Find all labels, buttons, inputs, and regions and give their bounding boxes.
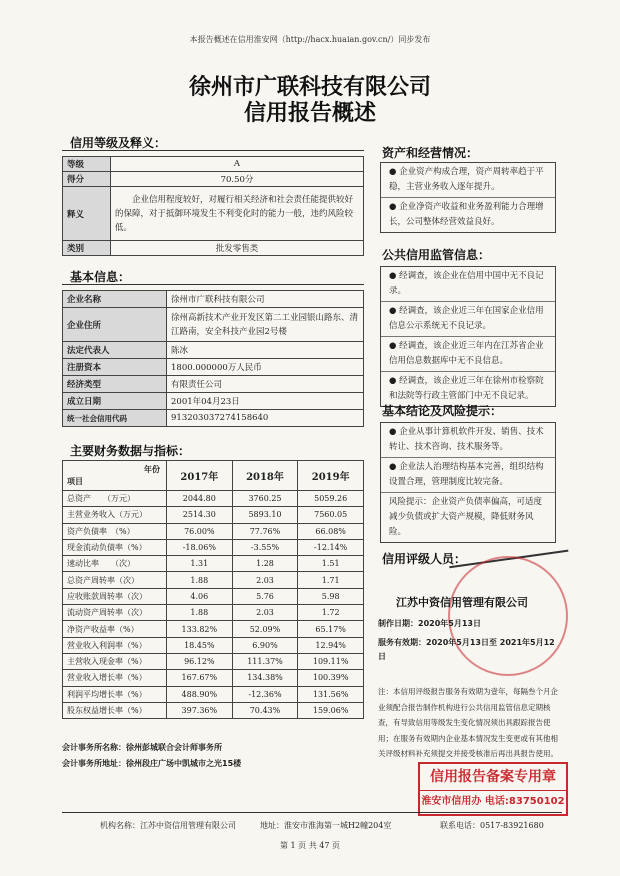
- finance-value: 18.45%: [167, 637, 233, 653]
- publish-note: 本报告概述在信用淮安网（http://hacx.huaian.gov.cn/）同步发布: [189, 35, 431, 44]
- year-header: 2017年: [167, 461, 233, 491]
- finance-value: 134.38%: [232, 670, 298, 686]
- conclusion-risk: 风险提示：企业资产负债率偏高，可适度减少负债或扩大资产规模，降低财务风险。: [389, 497, 543, 537]
- finance-value: 397.36%: [167, 702, 233, 718]
- basic-value: 2001年04月23日: [167, 393, 364, 410]
- finance-row: [63, 670, 364, 686]
- conclusion-item: ● 企业法人治理结构基本完善，组织结构设置合理，管理制度比较完备。: [381, 458, 555, 493]
- finance-label: 现金流动负债率（%）: [63, 539, 167, 555]
- finance-label: 总资产周转率（次）: [63, 572, 167, 588]
- finance-value: 1.31: [167, 556, 233, 572]
- finance-value: 77.76%: [232, 523, 298, 539]
- finance-label: 资产负债率 （%）: [63, 523, 167, 539]
- finance-value: 1.72: [298, 605, 364, 621]
- credit-row-grade: [63, 157, 364, 172]
- credit-label: 类别: [63, 241, 111, 256]
- finance-value: -12.14%: [298, 539, 364, 555]
- finance-value: 2.03: [232, 572, 298, 588]
- credit-row-meaning: [63, 187, 364, 241]
- finance-label: 流动资产周转率（次）: [63, 605, 167, 621]
- finance-label: 股东权益增长率（%）: [63, 702, 167, 718]
- finance-value: 3760.25: [232, 491, 298, 507]
- conclusion-box: [380, 422, 556, 543]
- finance-value: 131.56%: [298, 686, 364, 702]
- page-number: 第 1 页 共 47 页: [280, 841, 340, 850]
- finance-row: [63, 605, 364, 621]
- footer-agency: 机构名称：江苏中资信用管理有限公司: [100, 821, 236, 830]
- finance-label: 主营收入现金率（%）: [63, 653, 167, 669]
- finance-value: 167.67%: [167, 670, 233, 686]
- basic-label: 成立日期: [63, 393, 167, 410]
- finance-row: [63, 702, 364, 718]
- finance-value: 7560.05: [298, 507, 364, 523]
- public-item: ● 经调查，该企业近三年在国家企业信用信息公示系统无不良记录。: [381, 302, 555, 337]
- finance-row: [63, 653, 364, 669]
- finance-value: 2514.30: [167, 507, 233, 523]
- accounting-firm-address: 会计事务所地址：徐州段庄广场中凯城市之光15楼: [62, 759, 242, 768]
- basic-table: [62, 290, 364, 427]
- company-title: 徐州市广联科技有限公司: [188, 75, 431, 100]
- finance-value: 1.51: [298, 556, 364, 572]
- basic-label: 法定代表人: [63, 342, 167, 359]
- credit-score-value: 70.50分: [111, 172, 364, 187]
- basic-label: 企业住所: [63, 308, 167, 342]
- finance-corner-cell: [63, 461, 167, 491]
- finance-value: -18.06%: [167, 539, 233, 555]
- stamp-line1: 信用报告备案专用章: [430, 769, 556, 785]
- stamp-line2: 淮安市信用办 电话:83750102: [420, 790, 566, 813]
- basic-value: 1800.000000万人民币: [167, 359, 364, 376]
- finance-value: 2044.80: [167, 491, 233, 507]
- finance-value: 159.06%: [298, 702, 364, 718]
- basic-label: 注册资本: [63, 359, 167, 376]
- finance-row: [63, 637, 364, 653]
- year-header: 2018年: [232, 461, 298, 491]
- finance-label: 速动比率 （次）: [63, 556, 167, 572]
- public-box: [380, 266, 556, 407]
- credit-label: 等级: [63, 157, 111, 172]
- public-item: ● 经调查，该企业近三年内在江苏省企业信用信息数据库中无不良信息。: [381, 337, 555, 372]
- conclusion-heading: 基本结论及风险提示：: [382, 404, 503, 418]
- service-period: 服务有效期：2020年5月13日至 2021年5月12日: [378, 638, 555, 661]
- finance-value: 6.90%: [232, 637, 298, 653]
- finance-value: -12.36%: [232, 686, 298, 702]
- finance-label: 净资产收益率（%）: [63, 621, 167, 637]
- finance-value: 488.90%: [167, 686, 233, 702]
- credit-heading: 信用等级及释义：: [70, 136, 167, 150]
- finance-header-row: [63, 461, 364, 491]
- assets-item: ● 企业资产构成合理，资产周转率趋于平稳，主营业务收入逐年提升。: [381, 163, 555, 198]
- finance-value: 65.17%: [298, 621, 364, 637]
- finance-value: 52.09%: [232, 621, 298, 637]
- assets-item: ● 企业净资产收益和业务盈利能力合理增长，公司整体经营效益良好。: [389, 202, 544, 227]
- finance-label: 营业收入增长率（%）: [63, 670, 167, 686]
- finance-value: 96.12%: [167, 653, 233, 669]
- credit-label: 得分: [63, 172, 111, 187]
- made-date: 制作日期：2020年5月13日: [378, 619, 481, 628]
- credit-table: [62, 156, 364, 256]
- basic-row: [63, 308, 364, 342]
- finance-value: 1.71: [298, 572, 364, 588]
- basic-row: [63, 376, 364, 393]
- accounting-firm-name: 会计事务所名称：徐州彭城联合会计师事务所: [62, 743, 222, 752]
- finance-row: [63, 621, 364, 637]
- finance-value: 2.03: [232, 605, 298, 621]
- basic-row: [63, 393, 364, 410]
- rating-personnel-label: 信用评级人员：: [382, 552, 467, 566]
- finance-value: 5.98: [298, 588, 364, 604]
- finance-row: [63, 686, 364, 702]
- finance-label: 主营业务收入（万元）: [63, 507, 167, 523]
- finance-value: 133.82%: [167, 621, 233, 637]
- basic-value: 徐州高新技术产业开发区第二工业园银山路东、清江路南，安全科技产业园2号楼: [167, 308, 364, 342]
- basic-row: [63, 291, 364, 308]
- finance-value: 5.76: [232, 588, 298, 604]
- rating-agency: 江苏中资信用管理有限公司: [396, 596, 528, 609]
- basic-value: 有限责任公司: [167, 376, 364, 393]
- finance-row: [63, 507, 364, 523]
- finance-heading: 主要财务数据与指标：: [70, 444, 191, 458]
- assets-box: [380, 162, 556, 233]
- public-heading: 公共信用监管信息：: [382, 248, 491, 262]
- basic-heading: 基本信息：: [70, 270, 131, 284]
- finance-value: -3.55%: [232, 539, 298, 555]
- finance-value: 111.37%: [232, 653, 298, 669]
- finance-row: [63, 588, 364, 604]
- finance-table: [62, 460, 364, 719]
- divider: [62, 284, 364, 285]
- finance-row: [63, 523, 364, 539]
- finance-row: [63, 491, 364, 507]
- divider: [62, 150, 364, 151]
- conclusion-item: ● 企业从事计算机软件开发、销售、技术转让、技术咨询、技术服务等。: [381, 423, 555, 458]
- finance-row: [63, 572, 364, 588]
- credit-label: 释义: [63, 187, 111, 241]
- rating-note: 注：本信用评级报告服务有效期为壹年，每隔叁个月企业须配合报告制作机构进行公共信用监管信息定期核查，有导致信用等级发生变化情况须出具跟踪报告使用；在服务有效期内企业基本情况发生变更或有其他相关评级材料补充须提交并接受核准后再出具报告使用。: [378, 687, 558, 758]
- finance-label: 营业收入利润率（%）: [63, 637, 167, 653]
- public-item: ● 经调查，该企业近三年在徐州市检察院和法院等行政主管部门中无不良记录。: [389, 376, 544, 401]
- finance-row: [63, 556, 364, 572]
- divider: [62, 812, 562, 813]
- basic-row: [63, 359, 364, 376]
- basic-label: 统一社会信用代码: [63, 410, 167, 427]
- finance-body: [63, 491, 364, 719]
- credit-row-category: [63, 241, 364, 256]
- finance-row: [63, 539, 364, 555]
- finance-value: 1.28: [232, 556, 298, 572]
- corner-item-label: 项目: [67, 476, 83, 486]
- finance-label: 应收账款周转率（次）: [63, 588, 167, 604]
- footer-phone: 联系电话：0517-83921680: [440, 821, 544, 830]
- finance-value: 5893.10: [232, 507, 298, 523]
- basic-row: [63, 410, 364, 427]
- basic-row: [63, 342, 364, 359]
- finance-value: 1.88: [167, 605, 233, 621]
- basic-value: 徐州市广联科技有限公司: [167, 291, 364, 308]
- finance-value: 5059.26: [298, 491, 364, 507]
- basic-value: 陈冰: [167, 342, 364, 359]
- filing-stamp: [418, 762, 568, 816]
- basic-label: 经济类型: [63, 376, 167, 393]
- assets-heading: 资产和经营情况：: [382, 146, 479, 160]
- footer-address: 地址：淮安市淮海第一城H2幢204室: [260, 821, 392, 830]
- basic-value: 913203037274158640: [167, 410, 364, 427]
- report-title: 信用报告概述: [243, 101, 376, 126]
- finance-value: 4.06: [167, 588, 233, 604]
- credit-row-score: [63, 172, 364, 187]
- credit-category-value: 批发零售类: [111, 241, 364, 256]
- finance-value: 70.43%: [232, 702, 298, 718]
- finance-label: 总资产 （万元）: [63, 491, 167, 507]
- year-header: 2019年: [298, 461, 364, 491]
- finance-value: 76.00%: [167, 523, 233, 539]
- finance-label: 利润平均增长率（%）: [63, 686, 167, 702]
- finance-value: 1.88: [167, 572, 233, 588]
- finance-value: 109.11%: [298, 653, 364, 669]
- public-item: ● 经调查，该企业在信用中国中无不良记录。: [381, 267, 555, 302]
- finance-value: 66.08%: [298, 523, 364, 539]
- credit-grade-value: A: [111, 157, 364, 172]
- corner-year-label: 年份: [144, 464, 160, 474]
- finance-value: 100.39%: [298, 670, 364, 686]
- basic-label: 企业名称: [63, 291, 167, 308]
- credit-meaning-value: 企业信用程度较好，对履行相关经济和社会责任能提供较好的保障，对于抵御环境发生不利变化时的能力一般，违约风险较低。: [111, 187, 364, 241]
- finance-value: 12.94%: [298, 637, 364, 653]
